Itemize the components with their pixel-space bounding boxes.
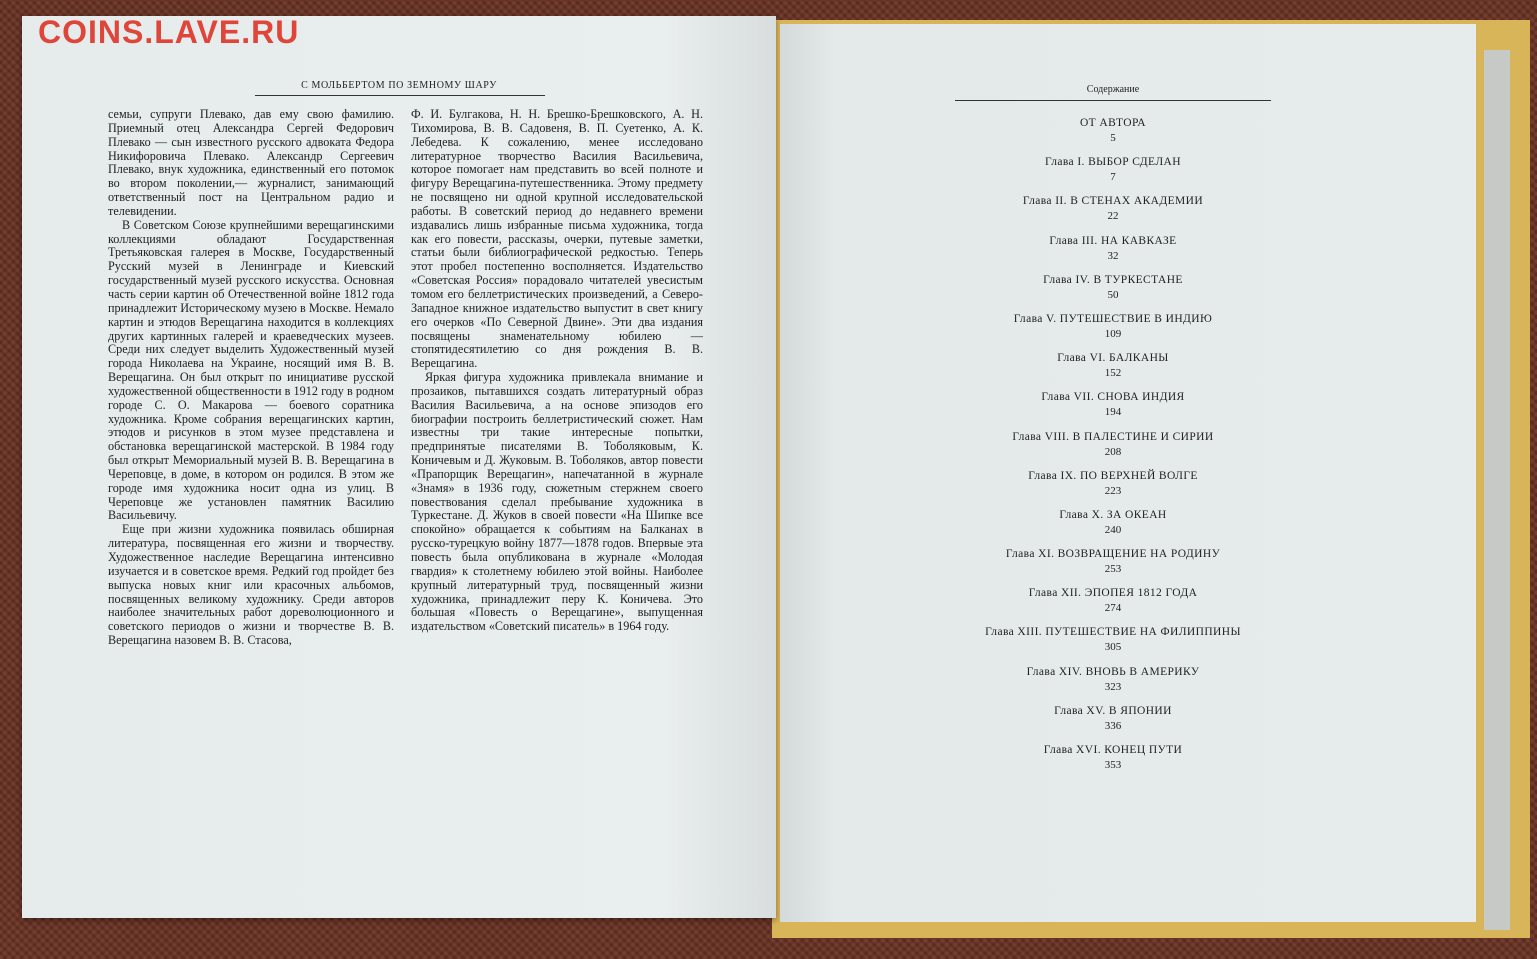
toc-entry-title: Глава IV. В ТУРКЕСТАНЕ	[1043, 273, 1183, 286]
toc-entry	[950, 430, 1276, 469]
toc-entry-title: Глава V. ПУТЕШЕСТВИЕ В ИНДИЮ	[1013, 312, 1213, 325]
toc-entry-page: 50	[1107, 288, 1119, 301]
toc-entry	[950, 351, 1276, 390]
text-column-1	[108, 108, 394, 648]
toc-entry	[950, 155, 1276, 194]
toc-entry	[950, 273, 1276, 312]
toc-entry-title: Глава VI. БАЛКАНЫ	[1057, 352, 1169, 365]
toc-entry-page: 323	[1104, 680, 1122, 693]
toc-entry-title: Глава I. ВЫБОР СДЕЛАН	[1045, 156, 1181, 169]
toc-entry	[950, 312, 1276, 351]
toc-entry-page: 223	[1104, 484, 1122, 497]
paragraph: Еще при жизни художника появилась обширная литература, посвященная его жизни и творчеству. Художественное наследие Верещагина интенсивно изучается и в советское время. Редкий год пройдет без выпуска новых книг или красочных альбомов, посвященных великому художнику. Среди авторов наиболее значительных работ дореволюционного и советского периодов о жизни и творчестве В. В. Верещагина назовем В. В. Стасова,	[108, 522, 394, 648]
toc-heading-rule	[955, 100, 1271, 101]
toc-entry-title: Глава XIII. ПУТЕШЕСТВИЕ НА ФИЛИППИНЫ	[985, 626, 1241, 639]
text-column-2	[411, 108, 703, 634]
toc-entry-page: 305	[1104, 641, 1122, 654]
paragraph: семьи, супруги Плевако, дав ему свою фамилию. Приемный отец Александра Сергей Федорович Плевако — сын известного русского адвоката Федора Никифоровича Плевако. Александр Сергеевич Плевако, внук художника, единственный его потомок во втором поколении,— журналист, занимающий ответственный пост на Центральном радио и телевидении.	[108, 107, 394, 218]
toc-entry-page: 274	[1104, 602, 1122, 615]
toc-entry	[950, 116, 1276, 155]
toc-entry	[950, 586, 1276, 625]
toc-entry-page: 240	[1104, 523, 1122, 536]
toc-entry	[950, 508, 1276, 547]
toc-entry	[950, 704, 1276, 743]
toc-entry	[950, 234, 1276, 273]
toc-entry-title: Глава VII. СНОВА ИНДИЯ	[1041, 391, 1185, 404]
toc-entry-page: 32	[1107, 249, 1119, 262]
toc-entry-page: 7	[1110, 171, 1116, 184]
toc-entry-page: 253	[1104, 563, 1122, 576]
toc-entry-title: ОТ АВТОРА	[1079, 117, 1147, 129]
toc-entry-title: Глава IX. ПО ВЕРХНЕЙ ВОЛГЕ	[1028, 469, 1198, 482]
toc-entry	[950, 625, 1276, 664]
toc-entry-page: 353	[1104, 759, 1122, 771]
running-head: С МОЛЬБЕРТОМ ПО ЗЕМНОМУ ШАРУ	[301, 80, 497, 91]
toc-entry-page: 152	[1104, 367, 1122, 380]
watermark: COINS.LAVE.RU	[38, 14, 300, 50]
toc-entry-title: Глава XV. В ЯПОНИИ	[1054, 704, 1172, 717]
toc-entry-title: Глава II. В СТЕНАХ АКАДЕМИИ	[1022, 195, 1204, 208]
paragraph: Ф. И. Булгакова, Н. Н. Брешко-Брешковского, А. Н. Тихомирова, В. В. Садовеня, В. П. Суетенко, А. К. Лебедева. К сожалению, менее исследовано литературное творчество Василия Васильевича, которое помогает нам представить во всей полноте и фигуру Верещагина-путешественника. Этому предмету не посвящено ни одной крупной исследовательской работы. В советский период до недавнего времени издавались лишь избранные письма художника, тогда как его повести, рассказы, очерки, путевые заметки, статьи были библиографической редкостью. Теперь этот пробел постепенно восполняется. Издательство «Советская Россия» порадовало читателей увесистым томом его беллетристических произведений, а Северо-Западное книжное издательство выпустит в свет книгу его очерков «По Северной Двине». Эти два издания посвящены знаменательному юбилею — стопятидесятилетию со дня рождения В. В. Верещагина.	[411, 107, 703, 371]
paragraph: Яркая фигура художника привлекала внимание и прозаиков, пытавшихся создать литературный образ Василия Васильевича, а на основе эпизодов его биографии построить беллетристический сюжет. Нам известны три такие интересные попытки, предпринятые писателями В. Тоболяковым, К. Коничевым и Д. Жуковым. В. Тоболяков, автор повести «Прапорщик Верещагин», напечатанной в журнале «Знамя» в 1936 году, сюжетным стержнем своего повествования сделал пребывание художника в Туркестане. Д. Жуков в своей повести «На Шипке все спокойно» обращается к событиям на Балканах в русско-турецкую войну 1877—1878 годов. Впервые эта повесть была опубликована в журнале «Молодая гвардия» к столетнему юбилею этой войны. Наиболее крупный литературный труд, посвященный жизни художника, принадлежит перу К. Коничева. Это большая «Повесть о Верещагине», выпущенная издательством «Советский писатель» в 1964 году.	[411, 370, 703, 634]
toc-entry-page: 208	[1104, 445, 1122, 458]
toc-heading: Содержание	[1086, 84, 1140, 95]
toc-entry	[950, 194, 1276, 233]
toc-entry	[950, 469, 1276, 508]
toc-entry	[950, 547, 1276, 586]
toc-entry-page: 22	[1107, 210, 1119, 223]
toc-entry-title: Глава III. НА КАВКАЗЕ	[1049, 234, 1177, 247]
toc-entry-title: Глава VIII. В ПАЛЕСТИНЕ И СИРИИ	[1012, 430, 1214, 443]
toc-entry-title: Глава X. ЗА ОКЕАН	[1059, 508, 1167, 521]
table-of-contents	[950, 116, 1276, 782]
toc-entry-title: Глава XII. ЭПОПЕЯ 1812 ГОДА	[1028, 587, 1198, 600]
toc-entry-page: 336	[1104, 719, 1122, 732]
toc-entry-page: 194	[1104, 406, 1122, 419]
running-head-rule	[255, 95, 545, 96]
paragraph: В Советском Союзе крупнейшими верещагинскими коллекциями обладают Государственная Третьяковская галерея в Москве, Государственный Русский музей в Ленинграде и Киевский государственный музей русского искусства. Основная часть серии картин об Отечественной войне 1812 года принадлежит Историческому музею в Москве. Немало картин и этюдов Верещагина находится в коллекциях других картинных галерей и краеведческих музеев. Среди них следует выделить Художественный музей города Николаева на Украине, носящий имя В. В. Верещагина. Он был открыт по инициативе русской художественной общественности в 1912 году в родном городе С. О. Макарова — боевого соратника художника. Кроме собрания верещагинских картин, этюдов и рисунков в этом музее представлена и обстановка верещагинской мастерской. В 1984 году был открыт Мемориальный музей В. В. Верещагина в Череповце, в доме, в котором он родился. В этом же городе имя художника носит одна из улиц. В Череповце же установлен памятник Василию Васильевичу.	[108, 217, 394, 523]
toc-entry-title: Глава XIV. ВНОВЬ В АМЕРИКУ	[1026, 665, 1200, 678]
toc-entry-page: 109	[1104, 327, 1122, 340]
toc-entry-title: Глава XI. ВОЗВРАЩЕНИЕ НА РОДИНУ	[1005, 548, 1221, 561]
toc-entry	[950, 390, 1276, 429]
toc-entry	[950, 665, 1276, 704]
toc-entry	[950, 743, 1276, 782]
toc-entry-title: Глава XVI. КОНЕЦ ПУТИ	[1043, 744, 1183, 756]
page-block-edge	[1484, 50, 1510, 930]
toc-entry-page: 5	[1110, 132, 1116, 144]
